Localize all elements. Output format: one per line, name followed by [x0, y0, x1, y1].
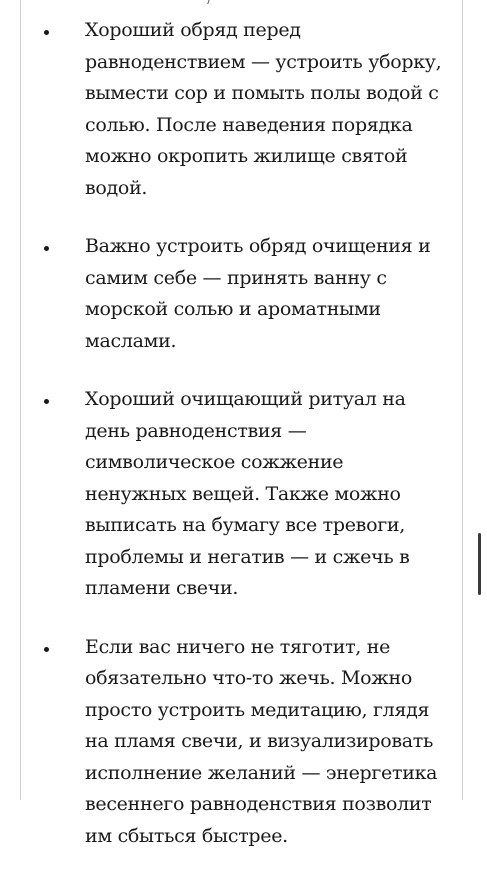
list-item-text: Хороший обряд перед равноденствием — устроить уборку, вымести сор и помыть полы водой с солью. После наведения порядка можно окропить жилище святой водой. — [85, 19, 442, 199]
list-item — [0, 15, 462, 204]
cropped-text-mark — [201, 0, 212, 4]
list-item-text: Хороший очищающий ритуал на день равноденствия — символическое сожжение ненужных вещей. Также можно выписать на бумагу все тревоги, проблемы и негатив — и сжечь в пламени свечи. — [85, 388, 410, 599]
right-divider — [462, 0, 463, 800]
list-item — [0, 632, 462, 853]
list-item — [0, 231, 462, 357]
scrollbar-thumb[interactable] — [478, 533, 481, 595]
bullet-dot-icon — [44, 246, 49, 251]
bullet-dot-icon — [44, 30, 49, 35]
bullet-dot-icon — [44, 647, 49, 652]
list-item-text: Если вас ничего не тяготит, не обязательно что-то жечь. Можно просто устроить медитацию, глядя на пламя свечи, и визуализировать исполнение желаний — энергетика весеннего равноденствия позволит им сбыться быстрее. — [85, 635, 438, 847]
bullet-dot-icon — [44, 399, 49, 404]
ritual-bullet-list — [0, 15, 462, 879]
list-item — [0, 384, 462, 605]
list-item-text: Важно устроить обряд очищения и самим себе — принять ванну с морской солью и ароматными маслами. — [85, 235, 431, 352]
